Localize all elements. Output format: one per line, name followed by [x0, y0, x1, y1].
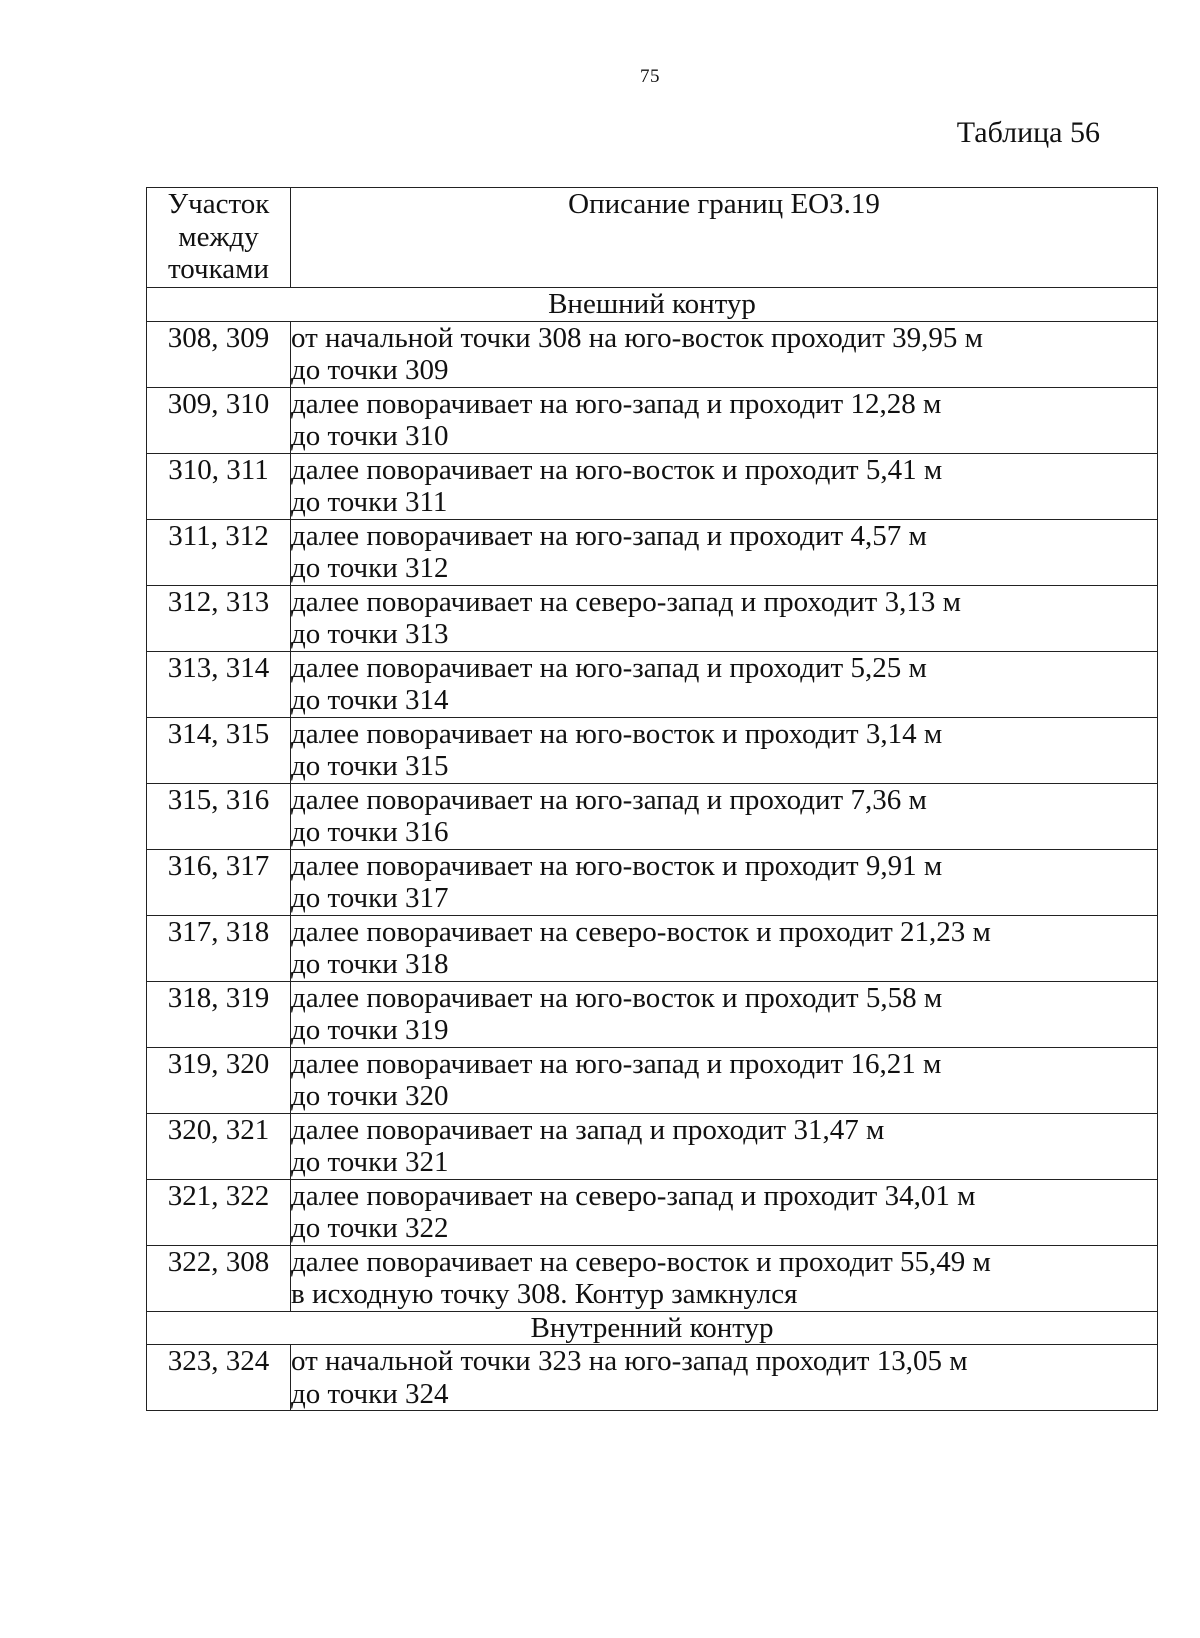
header-points-line: точками	[167, 253, 270, 285]
description-line: до точки 318	[291, 948, 449, 980]
description-cell	[291, 321, 1158, 387]
points-cell: 317, 318	[147, 915, 291, 981]
description-cell	[291, 849, 1158, 915]
table-header-row	[147, 188, 1158, 288]
table-caption: Таблица 56	[956, 116, 1100, 149]
description-line: до точки 316	[291, 816, 449, 848]
description-cell	[291, 915, 1158, 981]
description-line: далее поворачивает на северо-запад и проходит 3,13 м	[291, 585, 961, 618]
points-cell: 319, 320	[147, 1047, 291, 1113]
table-row	[147, 783, 1158, 849]
points-cell: 320, 321	[147, 1113, 291, 1179]
table-row	[147, 387, 1158, 453]
description-line: далее поворачивает на запад и проходит 31,47 м	[291, 1113, 885, 1146]
description-line: далее поворачивает на юго-запад и проходит 16,21 м	[291, 1047, 942, 1080]
description-cell	[291, 1047, 1158, 1113]
description-line: до точки 324	[291, 1377, 449, 1410]
description-line: до точки 322	[291, 1212, 449, 1244]
points-cell: 321, 322	[147, 1179, 291, 1245]
points-cell: 314, 315	[147, 717, 291, 783]
description-cell	[291, 519, 1158, 585]
description-line: до точки 321	[291, 1146, 449, 1178]
description-line: далее поворачивает на юго-восток и проходит 3,14 м	[291, 717, 943, 750]
section-title: Внешний контур	[147, 288, 1158, 322]
description-line: далее поворачивает на юго-запад и проходит 5,25 м	[291, 651, 927, 684]
points-cell: 308, 309	[147, 321, 291, 387]
description-line: до точки 311	[291, 486, 448, 518]
description-line: далее поворачивает на юго-запад и проходит 12,28 м	[291, 387, 942, 420]
description-cell	[291, 387, 1158, 453]
header-points-line: между	[178, 220, 259, 253]
points-cell: 318, 319	[147, 981, 291, 1047]
description-line: далее поворачивает на юго-запад и проходит 4,57 м	[291, 519, 927, 552]
header-points	[147, 188, 291, 288]
section-title-row	[147, 1311, 1158, 1345]
table-row	[147, 453, 1158, 519]
points-cell: 312, 313	[147, 585, 291, 651]
description-cell	[291, 1113, 1158, 1179]
table-row	[147, 849, 1158, 915]
description-cell	[291, 585, 1158, 651]
description-line: далее поворачивает на северо-запад и проходит 34,01 м	[291, 1179, 976, 1212]
points-cell: 322, 308	[147, 1245, 291, 1311]
description-cell	[291, 453, 1158, 519]
points-cell: 309, 310	[147, 387, 291, 453]
table-row	[147, 717, 1158, 783]
description-line: далее поворачивает на юго-восток и проходит 9,91 м	[291, 849, 943, 882]
table-row	[147, 1245, 1158, 1311]
points-cell: 310, 311	[147, 453, 291, 519]
description-line: до точки 310	[291, 420, 449, 452]
description-line: от начальной точки 323 на юго-запад проходит 13,05 м	[291, 1345, 968, 1377]
description-line: до точки 315	[291, 750, 449, 782]
description-line: далее поворачивает на юго-восток и проходит 5,58 м	[291, 981, 943, 1014]
table-row	[147, 1179, 1158, 1245]
description-line: до точки 312	[291, 552, 449, 584]
table-body	[147, 188, 1158, 1411]
table-row	[147, 1113, 1158, 1179]
description-cell	[291, 1345, 1158, 1411]
boundary-table	[146, 187, 1158, 1411]
section-title: Внутренний контур	[147, 1311, 1158, 1345]
description-cell	[291, 717, 1158, 783]
table-row	[147, 519, 1158, 585]
description-line: от начальной точки 308 на юго-восток проходит 39,95 м	[291, 321, 983, 354]
points-cell: 316, 317	[147, 849, 291, 915]
table-row	[147, 1047, 1158, 1113]
points-cell: 323, 324	[147, 1345, 291, 1411]
description-line: в исходную точку 308. Контур замкнулся	[291, 1278, 798, 1310]
table-row	[147, 651, 1158, 717]
table-row	[147, 915, 1158, 981]
description-cell	[291, 1179, 1158, 1245]
header-description: Описание границ ЕОЗ.19	[291, 188, 1158, 288]
description-line: до точки 320	[291, 1080, 449, 1112]
points-cell: 313, 314	[147, 651, 291, 717]
description-line: далее поворачивает на северо-восток и проходит 21,23 м	[291, 915, 991, 948]
table-row	[147, 321, 1158, 387]
description-cell	[291, 1245, 1158, 1311]
header-points-line: Участок	[167, 188, 270, 220]
description-cell	[291, 981, 1158, 1047]
description-cell	[291, 783, 1158, 849]
points-cell: 311, 312	[147, 519, 291, 585]
description-line: до точки 319	[291, 1014, 449, 1046]
description-line: далее поворачивает на юго-восток и проходит 5,41 м	[291, 453, 943, 486]
description-line: далее поворачивает на юго-запад и проходит 7,36 м	[291, 783, 927, 816]
table-row	[147, 1345, 1158, 1411]
description-line: далее поворачивает на северо-восток и проходит 55,49 м	[291, 1245, 991, 1278]
description-line: до точки 313	[291, 618, 449, 650]
description-line: до точки 317	[291, 882, 449, 914]
table-row	[147, 981, 1158, 1047]
section-title-row	[147, 288, 1158, 322]
description-cell	[291, 651, 1158, 717]
description-line: до точки 309	[291, 354, 449, 386]
points-cell: 315, 316	[147, 783, 291, 849]
table-row	[147, 585, 1158, 651]
page-number: 75	[640, 66, 660, 87]
description-line: до точки 314	[291, 684, 449, 716]
